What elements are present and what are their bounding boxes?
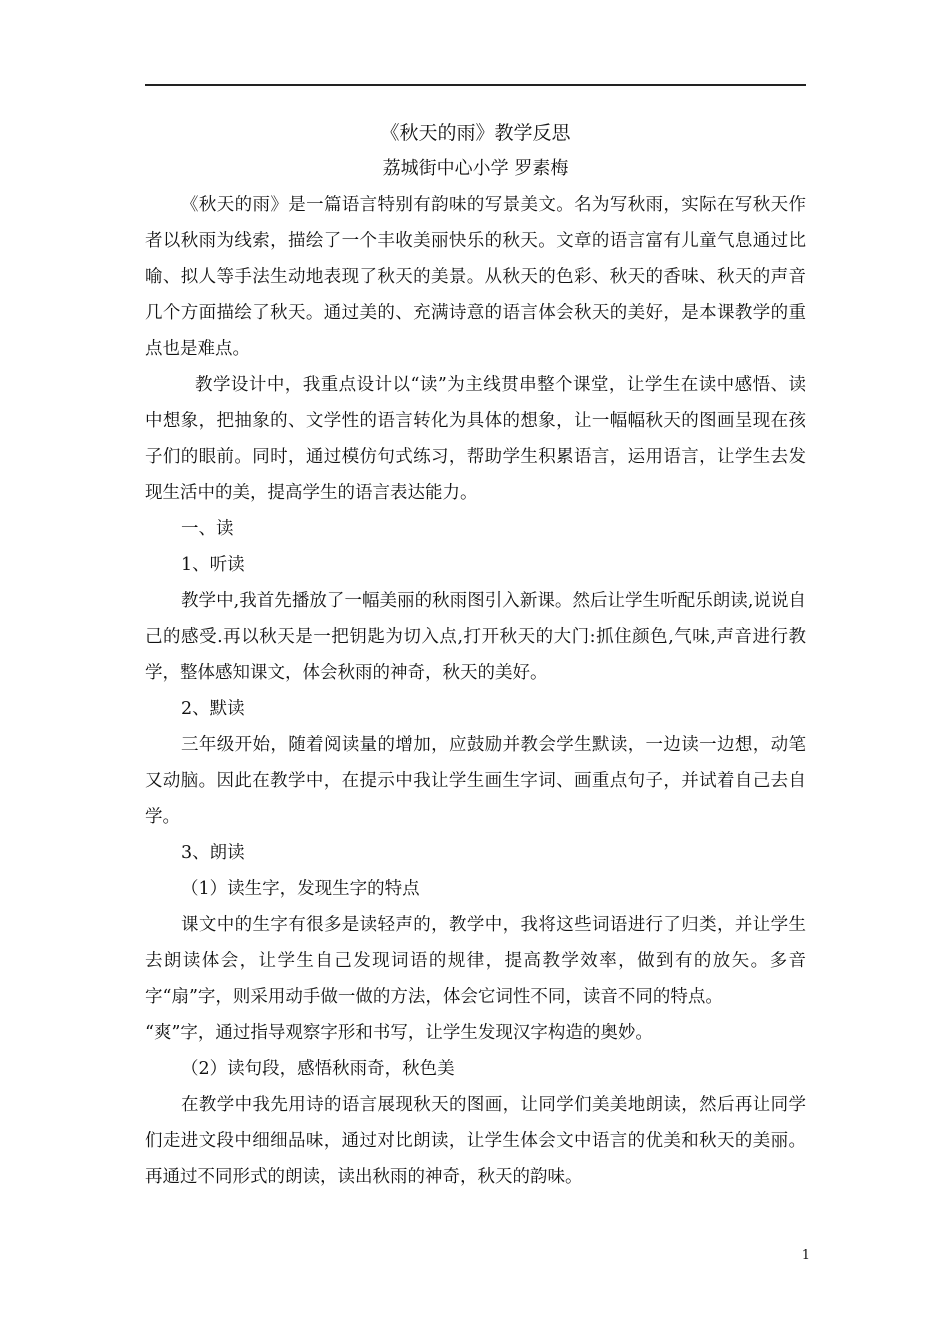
subheading-listen-read: 1、听读 bbox=[181, 555, 245, 575]
paragraph-listen-read: 教学中,我首先播放了一幅美丽的秋雨图引入新课。然后让学生听配乐朗读,说说自己的感受.再以秋天是一把钥匙为切入点,打开秋天的大门:抓住颜色,气味,声音进行教学，整体感知课文，体会秋雨的神奇，秋天的美好。 bbox=[145, 591, 806, 683]
paragraph-shuang-character: “爽”字，通过指导观察字形和书写，让学生发现汉字构造的奥妙。 bbox=[145, 1023, 653, 1043]
document-byline: 荔城街中心小学 罗素梅 bbox=[382, 158, 569, 179]
section-heading-read: 一、读 bbox=[181, 519, 234, 539]
paragraph-silent-read: 三年级开始，随着阅读量的增加，应鼓励并教会学生默读，一边读一边想，动笔又动脑。因此在教学中，在提示中我让学生画生字词、画重点句子，并试着自己去自学。 bbox=[145, 735, 806, 827]
page-number: 1 bbox=[801, 1248, 810, 1263]
subheading-read-aloud: 3、朗读 bbox=[181, 843, 245, 863]
document-title: 《秋天的雨》教学反思 bbox=[380, 122, 571, 144]
paragraph-intro: 《秋天的雨》是一篇语言特别有韵味的写景美文。名为写秋雨，实际在写秋天作者以秋雨为线索，描绘了一个丰收美丽快乐的秋天。文章的语言富有儿童气息通过比喻、拟人等手法生动地表现了秋天的美景。从秋天的色彩、秋天的香味、秋天的声音几个方面描绘了秋天。通过美的、充满诗意的语言体会秋天的美好，是本课教学的重点也是难点。 bbox=[145, 195, 806, 359]
paragraph-design: 教学设计中，我重点设计以“读”为主线贯串整个课堂，让学生在读中感悟、读中想象，把抽象的、文学性的语言转化为具体的想象，让一幅幅秋天的图画呈现在孩子们的眼前。同时，通过模仿句式练习，帮助学生积累语言，运用语言，让学生去发现生活中的美，提高学生的语言表达能力。 bbox=[145, 375, 806, 503]
subheading-read-sentences: （2）读句段，感悟秋雨奇，秋色美 bbox=[181, 1059, 455, 1079]
document-body bbox=[145, 187, 806, 1195]
paragraph-read-characters: 课文中的生字有很多是读轻声的，教学中，我将这些词语进行了归类，并让学生去朗读体会，让学生自己发现词语的规律，提高教学效率，做到有的放矢。多音字“扇”字，则采用动手做一做的方法，体会它词性不同，读音不同的特点。 bbox=[145, 915, 806, 1007]
paragraph-read-sentences: 在教学中我先用诗的语言展现秋天的图画，让同学们美美地朗读，然后再让同学们走进文段中细细品味，通过对比朗读，让学生体会文中语言的优美和秋天的美丽。再通过不同形式的朗读，读出秋雨的神奇，秋天的韵味。 bbox=[145, 1095, 806, 1187]
header-rule bbox=[145, 84, 806, 86]
subheading-read-characters: （1）读生字，发现生字的特点 bbox=[181, 879, 420, 899]
subheading-silent-read: 2、默读 bbox=[181, 699, 245, 719]
